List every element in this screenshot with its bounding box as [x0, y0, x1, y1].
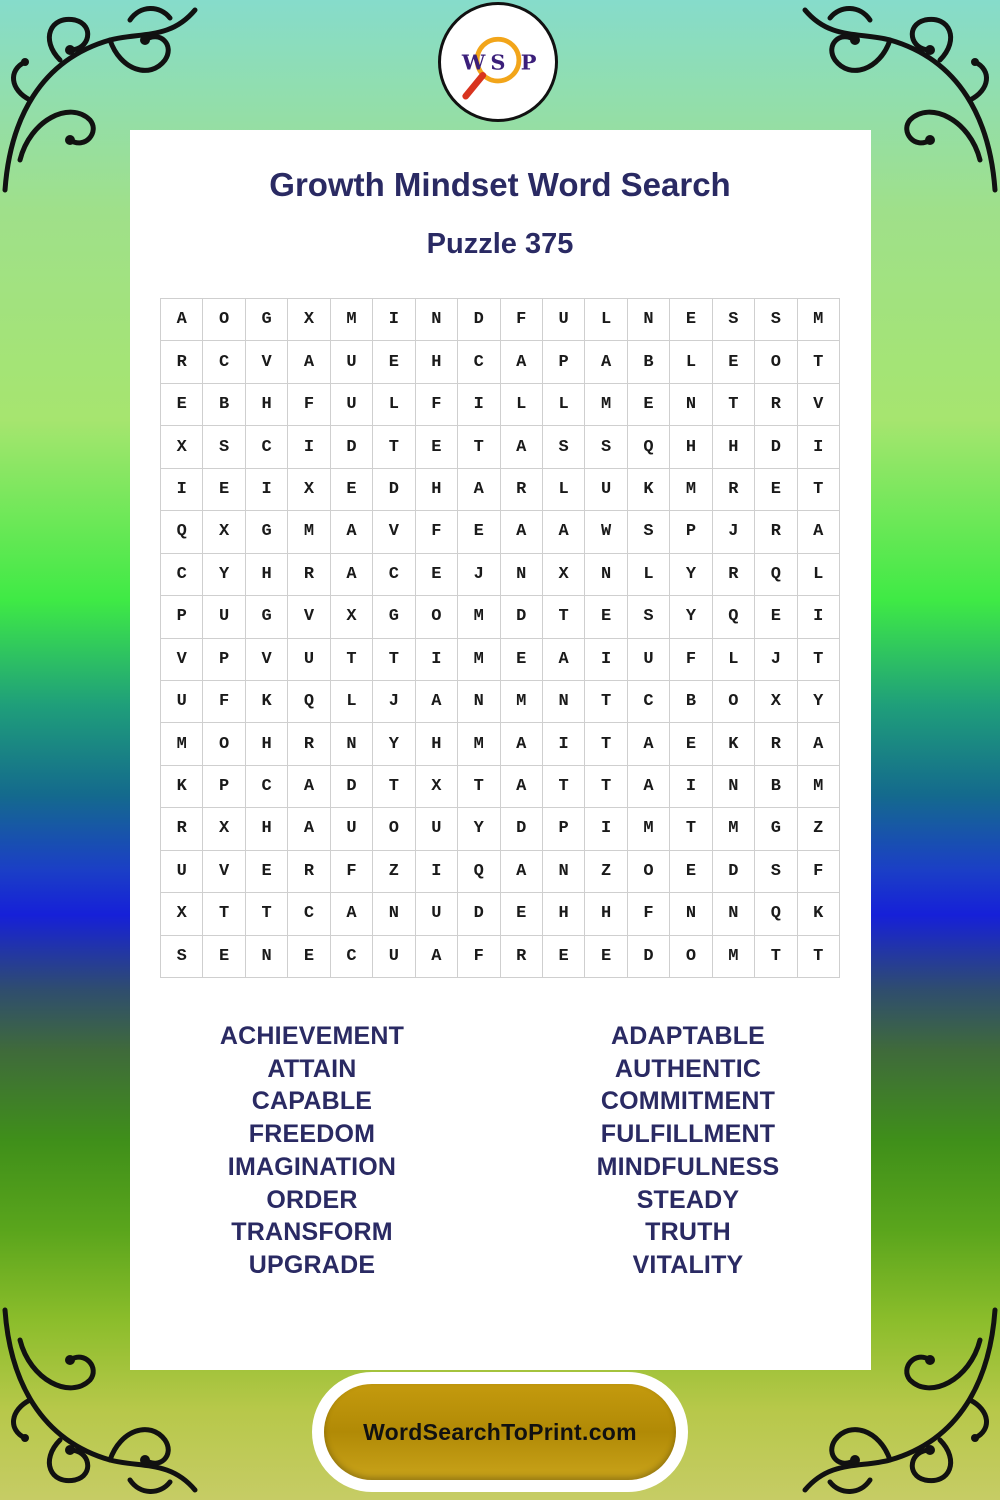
grid-cell[interactable]: O: [628, 851, 670, 893]
grid-cell[interactable]: T: [373, 426, 415, 468]
grid-cell[interactable]: T: [798, 936, 840, 978]
grid-cell[interactable]: C: [203, 341, 245, 383]
grid-cell[interactable]: V: [203, 851, 245, 893]
grid-cell[interactable]: F: [628, 893, 670, 935]
grid-cell[interactable]: N: [585, 554, 627, 596]
grid-cell[interactable]: O: [670, 936, 712, 978]
grid-cell[interactable]: U: [288, 639, 330, 681]
grid-cell[interactable]: F: [458, 936, 500, 978]
grid-cell[interactable]: Z: [585, 851, 627, 893]
grid-cell[interactable]: E: [288, 936, 330, 978]
grid-cell[interactable]: T: [331, 639, 373, 681]
grid-cell[interactable]: X: [416, 766, 458, 808]
grid-cell[interactable]: E: [203, 469, 245, 511]
website-link-button[interactable]: WordSearchToPrint.com: [324, 1384, 676, 1480]
grid-cell[interactable]: E: [670, 723, 712, 765]
grid-cell[interactable]: A: [288, 341, 330, 383]
grid-cell[interactable]: Q: [288, 681, 330, 723]
grid-cell[interactable]: T: [585, 681, 627, 723]
grid-cell[interactable]: B: [628, 341, 670, 383]
grid-cell[interactable]: E: [416, 554, 458, 596]
grid-cell[interactable]: L: [331, 681, 373, 723]
word-list-item: ACHIEVEMENT: [219, 1022, 405, 1050]
grid-cell[interactable]: T: [246, 893, 288, 935]
grid-cell[interactable]: B: [670, 681, 712, 723]
grid-cell[interactable]: E: [670, 299, 712, 341]
grid-cell[interactable]: E: [373, 341, 415, 383]
grid-cell[interactable]: H: [585, 893, 627, 935]
grid-cell[interactable]: A: [628, 766, 670, 808]
grid-cell[interactable]: F: [670, 639, 712, 681]
grid-cell[interactable]: T: [373, 639, 415, 681]
grid-cell[interactable]: J: [458, 554, 500, 596]
grid-cell[interactable]: E: [501, 639, 543, 681]
grid-cell[interactable]: N: [331, 723, 373, 765]
grid-cell[interactable]: I: [543, 723, 585, 765]
footer-badge: [312, 1372, 688, 1492]
grid-cell[interactable]: X: [288, 469, 330, 511]
grid-cell[interactable]: W: [585, 511, 627, 553]
word-list-item: STEADY: [636, 1185, 740, 1214]
grid-cell[interactable]: U: [331, 341, 373, 383]
grid-cell[interactable]: I: [670, 766, 712, 808]
grid-cell[interactable]: U: [373, 936, 415, 978]
word-list-right: [538, 1020, 838, 1282]
grid-cell[interactable]: N: [246, 936, 288, 978]
grid-cell[interactable]: E: [755, 469, 797, 511]
grid-cell[interactable]: S: [628, 596, 670, 638]
logo-letter-p: P: [520, 49, 537, 75]
grid-cell[interactable]: R: [288, 554, 330, 596]
word-list-item: UPGRADE: [248, 1250, 376, 1279]
grid-cell[interactable]: A: [501, 723, 543, 765]
grid-cell[interactable]: R: [755, 723, 797, 765]
grid-cell[interactable]: J: [713, 511, 755, 553]
grid-cell[interactable]: R: [713, 469, 755, 511]
grid-cell[interactable]: T: [543, 766, 585, 808]
grid-cell[interactable]: I: [161, 469, 203, 511]
puzzle-number: Puzzle 375: [426, 228, 574, 260]
grid-cell[interactable]: J: [373, 681, 415, 723]
grid-cell[interactable]: I: [416, 639, 458, 681]
grid-cell[interactable]: N: [713, 766, 755, 808]
grid-cell[interactable]: M: [331, 299, 373, 341]
grid-cell[interactable]: S: [203, 426, 245, 468]
grid-cell[interactable]: O: [755, 341, 797, 383]
grid-cell[interactable]: Y: [798, 681, 840, 723]
grid-cell[interactable]: T: [670, 808, 712, 850]
grid-cell[interactable]: T: [585, 723, 627, 765]
grid-cell[interactable]: P: [543, 341, 585, 383]
grid-cell[interactable]: J: [755, 639, 797, 681]
grid-cell[interactable]: T: [458, 766, 500, 808]
magnifier-handle: [466, 75, 483, 96]
word-list-item: ADAPTABLE: [610, 1022, 766, 1050]
grid-cell[interactable]: H: [246, 808, 288, 850]
grid-cell[interactable]: M: [161, 723, 203, 765]
grid-cell[interactable]: E: [755, 596, 797, 638]
grid-cell[interactable]: G: [373, 596, 415, 638]
grid-cell[interactable]: O: [203, 299, 245, 341]
word-list-item: TRANSFORM: [231, 1218, 393, 1247]
grid-cell[interactable]: O: [203, 723, 245, 765]
grid-cell[interactable]: A: [501, 851, 543, 893]
grid-cell[interactable]: R: [501, 936, 543, 978]
grid-cell[interactable]: A: [331, 511, 373, 553]
grid-cell[interactable]: U: [331, 808, 373, 850]
grid-cell[interactable]: C: [246, 426, 288, 468]
letter-grid: [160, 298, 840, 978]
grid-cell[interactable]: T: [798, 341, 840, 383]
grid-cell[interactable]: N: [628, 299, 670, 341]
grid-cell[interactable]: C: [246, 766, 288, 808]
word-list-item: FULFILLMENT: [600, 1120, 776, 1149]
grid-cell[interactable]: C: [628, 681, 670, 723]
grid-cell[interactable]: H: [416, 723, 458, 765]
grid-cell[interactable]: R: [161, 808, 203, 850]
grid-cell[interactable]: E: [458, 511, 500, 553]
word-list-item: VITALITY: [632, 1250, 744, 1279]
grid-cell[interactable]: Y: [373, 723, 415, 765]
grid-cell[interactable]: V: [246, 639, 288, 681]
grid-cell[interactable]: P: [203, 639, 245, 681]
grid-cell[interactable]: S: [161, 936, 203, 978]
word-list-item: AUTHENTIC: [614, 1054, 762, 1083]
grid-cell[interactable]: S: [755, 299, 797, 341]
grid-cell[interactable]: D: [755, 426, 797, 468]
grid-cell[interactable]: I: [373, 299, 415, 341]
grid-cell[interactable]: X: [203, 511, 245, 553]
grid-cell[interactable]: H: [246, 384, 288, 426]
grid-cell[interactable]: P: [670, 511, 712, 553]
grid-cell[interactable]: M: [288, 511, 330, 553]
grid-cell[interactable]: N: [670, 384, 712, 426]
grid-cell[interactable]: E: [628, 384, 670, 426]
grid-cell[interactable]: R: [501, 469, 543, 511]
word-list-item: FREEDOM: [248, 1120, 376, 1149]
grid-cell[interactable]: A: [458, 469, 500, 511]
grid-cell[interactable]: E: [713, 341, 755, 383]
logo-letter-s: S: [490, 49, 506, 75]
grid-cell[interactable]: E: [585, 936, 627, 978]
grid-cell[interactable]: Z: [798, 808, 840, 850]
grid-cell[interactable]: U: [331, 384, 373, 426]
grid-cell[interactable]: T: [798, 469, 840, 511]
grid-cell[interactable]: S: [755, 851, 797, 893]
grid-cell[interactable]: E: [203, 936, 245, 978]
grid-cell[interactable]: A: [585, 341, 627, 383]
grid-cell[interactable]: P: [203, 766, 245, 808]
grid-cell[interactable]: A: [543, 511, 585, 553]
grid-cell[interactable]: C: [373, 554, 415, 596]
grid-cell[interactable]: F: [331, 851, 373, 893]
grid-cell[interactable]: V: [246, 341, 288, 383]
grid-cell[interactable]: T: [798, 639, 840, 681]
word-list-item: IMAGINATION: [227, 1152, 397, 1181]
grid-cell[interactable]: H: [246, 554, 288, 596]
grid-cell[interactable]: M: [458, 596, 500, 638]
grid-cell[interactable]: X: [288, 299, 330, 341]
grid-cell[interactable]: D: [331, 426, 373, 468]
grid-cell[interactable]: I: [246, 469, 288, 511]
page-title: Growth Mindset Word Search: [269, 166, 731, 203]
grid-cell[interactable]: D: [501, 596, 543, 638]
grid-cell[interactable]: A: [331, 893, 373, 935]
grid-cell[interactable]: K: [628, 469, 670, 511]
grid-cell[interactable]: R: [288, 851, 330, 893]
word-list-item: COMMITMENT: [600, 1087, 776, 1116]
grid-cell[interactable]: N: [713, 893, 755, 935]
grid-cell[interactable]: T: [203, 893, 245, 935]
grid-cell[interactable]: F: [501, 299, 543, 341]
grid-cell[interactable]: T: [543, 596, 585, 638]
grid-cell[interactable]: K: [161, 766, 203, 808]
grid-cell[interactable]: L: [670, 341, 712, 383]
grid-cell[interactable]: E: [331, 469, 373, 511]
grid-cell[interactable]: Q: [755, 893, 797, 935]
grid-cell[interactable]: D: [331, 766, 373, 808]
grid-cell[interactable]: H: [416, 341, 458, 383]
word-list-item: CAPABLE: [251, 1087, 373, 1116]
grid-cell[interactable]: H: [416, 469, 458, 511]
grid-cell[interactable]: C: [161, 554, 203, 596]
grid-cell[interactable]: P: [543, 808, 585, 850]
grid-cell[interactable]: E: [416, 426, 458, 468]
grid-cell[interactable]: T: [713, 384, 755, 426]
grid-cell[interactable]: F: [798, 851, 840, 893]
grid-cell[interactable]: M: [458, 639, 500, 681]
grid-cell[interactable]: R: [713, 554, 755, 596]
grid-cell[interactable]: M: [713, 808, 755, 850]
grid-cell[interactable]: L: [543, 384, 585, 426]
grid-cell[interactable]: Q: [628, 426, 670, 468]
grid-cell[interactable]: A: [416, 936, 458, 978]
grid-cell[interactable]: R: [161, 341, 203, 383]
grid-cell[interactable]: M: [713, 936, 755, 978]
grid-cell[interactable]: G: [246, 596, 288, 638]
grid-cell[interactable]: U: [628, 639, 670, 681]
grid-cell[interactable]: O: [713, 681, 755, 723]
grid-cell[interactable]: Z: [373, 851, 415, 893]
grid-cell[interactable]: N: [373, 893, 415, 935]
grid-cell[interactable]: F: [416, 511, 458, 553]
grid-cell[interactable]: A: [628, 723, 670, 765]
grid-cell[interactable]: H: [543, 893, 585, 935]
grid-cell[interactable]: D: [373, 469, 415, 511]
grid-cell[interactable]: M: [458, 723, 500, 765]
grid-cell[interactable]: D: [501, 808, 543, 850]
grid-cell[interactable]: E: [543, 936, 585, 978]
grid-cell[interactable]: U: [416, 808, 458, 850]
grid-cell[interactable]: U: [416, 893, 458, 935]
grid-cell[interactable]: H: [246, 723, 288, 765]
grid-cell[interactable]: C: [331, 936, 373, 978]
grid-cell[interactable]: N: [416, 299, 458, 341]
grid-cell[interactable]: T: [458, 426, 500, 468]
grid-cell[interactable]: I: [585, 639, 627, 681]
grid-cell[interactable]: I: [585, 808, 627, 850]
grid-cell[interactable]: X: [755, 681, 797, 723]
grid-cell[interactable]: I: [416, 851, 458, 893]
grid-cell[interactable]: M: [670, 469, 712, 511]
grid-cell[interactable]: Q: [713, 596, 755, 638]
grid-cell[interactable]: E: [501, 893, 543, 935]
grid-cell[interactable]: G: [755, 808, 797, 850]
grid-cell[interactable]: F: [416, 384, 458, 426]
grid-cell[interactable]: U: [585, 469, 627, 511]
grid-cell[interactable]: Y: [458, 808, 500, 850]
grid-cell[interactable]: O: [416, 596, 458, 638]
grid-cell[interactable]: S: [713, 299, 755, 341]
grid-cell[interactable]: T: [755, 936, 797, 978]
grid-cell[interactable]: H: [670, 426, 712, 468]
grid-cell[interactable]: G: [246, 299, 288, 341]
grid-cell[interactable]: I: [458, 384, 500, 426]
word-list-item: ORDER: [266, 1185, 358, 1214]
grid-cell[interactable]: D: [713, 851, 755, 893]
grid-cell[interactable]: A: [288, 808, 330, 850]
grid-cell[interactable]: M: [501, 681, 543, 723]
grid-cell[interactable]: Y: [203, 554, 245, 596]
grid-cell[interactable]: A: [501, 511, 543, 553]
grid-cell[interactable]: X: [161, 426, 203, 468]
grid-cell[interactable]: N: [543, 681, 585, 723]
grid-cell[interactable]: I: [798, 596, 840, 638]
grid-cell[interactable]: B: [755, 766, 797, 808]
grid-cell[interactable]: M: [628, 808, 670, 850]
grid-cell[interactable]: F: [203, 681, 245, 723]
grid-cell[interactable]: E: [161, 384, 203, 426]
grid-cell[interactable]: S: [628, 511, 670, 553]
grid-cell[interactable]: L: [713, 639, 755, 681]
grid-cell[interactable]: D: [458, 893, 500, 935]
grid-cell[interactable]: Q: [755, 554, 797, 596]
grid-cell[interactable]: N: [543, 851, 585, 893]
grid-cell[interactable]: U: [543, 299, 585, 341]
grid-cell[interactable]: L: [543, 469, 585, 511]
grid-cell[interactable]: R: [755, 511, 797, 553]
grid-cell[interactable]: L: [373, 384, 415, 426]
grid-cell[interactable]: E: [585, 596, 627, 638]
grid-cell[interactable]: E: [670, 851, 712, 893]
grid-cell[interactable]: D: [458, 299, 500, 341]
word-list-item: TRUTH: [645, 1218, 731, 1247]
grid-cell[interactable]: A: [331, 554, 373, 596]
site-logo[interactable]: [438, 2, 558, 122]
grid-cell[interactable]: A: [798, 723, 840, 765]
grid-cell[interactable]: P: [161, 596, 203, 638]
grid-cell[interactable]: A: [501, 341, 543, 383]
grid-cell[interactable]: A: [501, 426, 543, 468]
grid-cell[interactable]: K: [713, 723, 755, 765]
grid-cell[interactable]: L: [628, 554, 670, 596]
grid-cell[interactable]: M: [585, 384, 627, 426]
grid-cell[interactable]: R: [288, 723, 330, 765]
grid-cell[interactable]: V: [288, 596, 330, 638]
grid-cell[interactable]: A: [798, 511, 840, 553]
grid-cell[interactable]: I: [798, 426, 840, 468]
word-list-item: MINDFULNESS: [596, 1152, 780, 1181]
grid-cell[interactable]: A: [161, 299, 203, 341]
grid-cell[interactable]: U: [161, 851, 203, 893]
grid-cell[interactable]: N: [501, 554, 543, 596]
grid-cell[interactable]: G: [246, 511, 288, 553]
grid-cell[interactable]: N: [458, 681, 500, 723]
grid-cell[interactable]: X: [161, 893, 203, 935]
grid-cell[interactable]: A: [501, 766, 543, 808]
grid-cell[interactable]: X: [331, 596, 373, 638]
grid-cell[interactable]: L: [501, 384, 543, 426]
grid-cell[interactable]: Y: [670, 596, 712, 638]
grid-cell[interactable]: Q: [161, 511, 203, 553]
grid-cell[interactable]: K: [246, 681, 288, 723]
grid-cell[interactable]: I: [288, 426, 330, 468]
grid-cell[interactable]: K: [798, 893, 840, 935]
grid-cell[interactable]: V: [161, 639, 203, 681]
grid-cell[interactable]: D: [628, 936, 670, 978]
grid-cell[interactable]: A: [416, 681, 458, 723]
grid-cell[interactable]: F: [288, 384, 330, 426]
grid-cell[interactable]: U: [161, 681, 203, 723]
grid-cell[interactable]: Y: [670, 554, 712, 596]
grid-cell[interactable]: B: [203, 384, 245, 426]
grid-cell[interactable]: U: [203, 596, 245, 638]
grid-cell[interactable]: L: [585, 299, 627, 341]
logo-letter-w: W: [461, 49, 486, 75]
grid-cell[interactable]: Q: [458, 851, 500, 893]
grid-cell[interactable]: V: [798, 384, 840, 426]
word-list-item: ATTAIN: [267, 1054, 357, 1083]
grid-cell[interactable]: X: [543, 554, 585, 596]
grid-cell[interactable]: A: [288, 766, 330, 808]
grid-cell[interactable]: N: [670, 893, 712, 935]
grid-cell[interactable]: A: [543, 639, 585, 681]
grid-cell[interactable]: V: [373, 511, 415, 553]
grid-cell[interactable]: T: [585, 766, 627, 808]
grid-cell[interactable]: M: [798, 766, 840, 808]
grid-cell[interactable]: S: [585, 426, 627, 468]
grid-cell[interactable]: H: [713, 426, 755, 468]
grid-cell[interactable]: C: [458, 341, 500, 383]
grid-cell[interactable]: R: [755, 384, 797, 426]
grid-cell[interactable]: E: [246, 851, 288, 893]
grid-cell[interactable]: X: [203, 808, 245, 850]
grid-cell[interactable]: L: [798, 554, 840, 596]
word-list-left: [162, 1020, 462, 1282]
grid-cell[interactable]: T: [373, 766, 415, 808]
grid-cell[interactable]: S: [543, 426, 585, 468]
grid-cell[interactable]: O: [373, 808, 415, 850]
grid-cell[interactable]: C: [288, 893, 330, 935]
grid-cell[interactable]: M: [798, 299, 840, 341]
